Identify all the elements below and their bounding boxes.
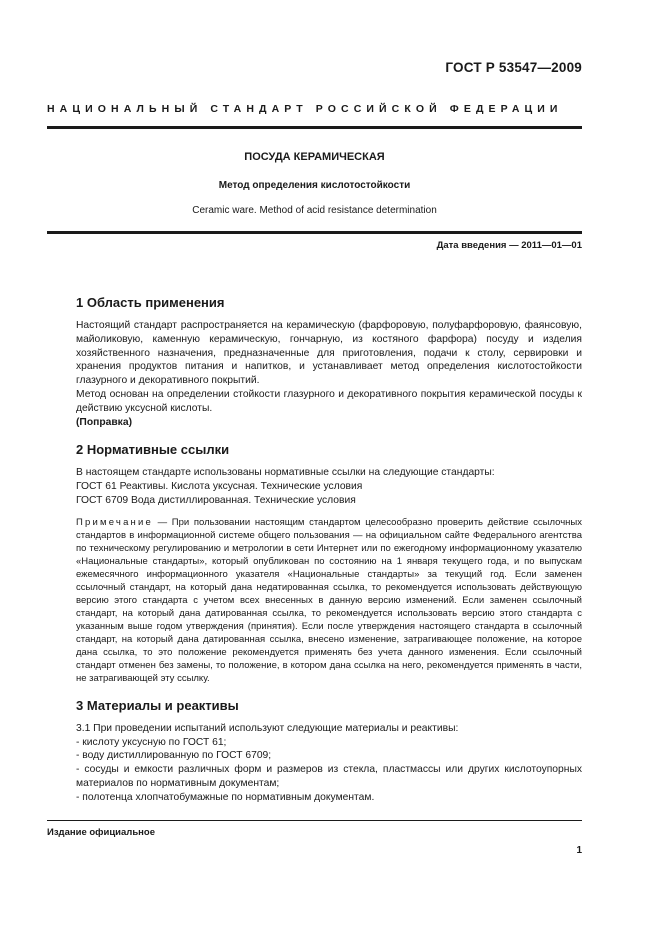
paragraph: Настоящий стандарт распространяется на керамическую (фарфоровую, полуфарфоровую, фаянсовую, майоликовую, каменную керамическую, гончарную, из костяного фарфора) посуду и изделия хозяйственного назначения, предназначенные для приготовления, подачи к столу, сервировки и хранения продуктов питания и напитков, и устанавливает метод определения кислотостойкости глазурного и декоративного покрытий.: [76, 320, 582, 387]
paragraph: В настоящем стандарте использованы нормативные ссылки на следующие стандарты:: [76, 467, 495, 479]
top-divider: [47, 126, 582, 129]
paragraph: 3.1 При проведении испытаний используют следующие материалы и реактивы:: [76, 722, 459, 734]
section-scope: [76, 295, 582, 429]
footer-divider: [47, 820, 582, 821]
section-heading: 1 Область применения: [76, 295, 225, 310]
section-heading: 3 Материалы и реактивы: [76, 697, 239, 713]
introduction-date: Дата введения — 2011—01—01: [436, 240, 582, 251]
note-text: — При пользовании настоящим стандартом целесообразно проверить действие ссылочных стандартов в информационной системе общего пользования — на официальном сайте Федерального агентства по техническому регулированию и метрологии в сети Интернет или по ежегодному информационному указателю «Национальные стандарты», который опубликован по состоянию на 1 января текущего года, и по выпускам ежемесячного информационного указателя «Национальные стандарты» за текущий год. Если заменен ссылочный стандарт, на который дана недатированная ссылка, то рекомендуется использовать действующую версию этого стандарта с учетом всех внесенных в данную версию изменений. Если заменен ссылочный стандарт, на который дана датированная ссылка, то рекомендуется использовать версию этого стандарта с указанным выше годом утверждения (принятия). Если после утверждения настоящего стандарта в ссылочный стандарт, на который дана датированная ссылка, внесено изменение, затрагивающее положение, на которое дана ссылка, то это положение рекомендуется применять без учета данного изменения. Если ссылочный стандарт отменен без замены, то положение, в котором дана ссылка на него, рекомендуется применять в части, не затрагивающей эту ссылку.: [76, 516, 582, 684]
paragraph: Метод основан на определении стойкости глазурного и декоративного покрытия керамической посуды к действию уксусной кислоты.: [76, 388, 582, 414]
list-item: - воду дистиллированную по ГОСТ 6709;: [76, 750, 272, 762]
list-item: - сосуды и емкости различных форм и размеров из стекла, пластмассы или других кислотоупорных материалов по нормативным документам;: [76, 764, 582, 789]
document-number: ГОСТ Р 53547—2009: [445, 60, 582, 75]
reference-item: ГОСТ 61 Реактивы. Кислота уксусная. Технические условия: [76, 481, 363, 493]
reference-item: ГОСТ 6709 Вода дистиллированная. Технические условия: [76, 494, 356, 506]
document-body: [76, 295, 582, 818]
note-label: Примечание: [76, 516, 153, 528]
amendment-note: (Поправка): [76, 416, 132, 428]
edition-label: Издание официальное: [47, 827, 155, 838]
note: [76, 516, 582, 685]
list-item: - кислоту уксусную по ГОСТ 61;: [76, 736, 227, 748]
section-materials: [76, 698, 582, 805]
document-title: ПОСУДА КЕРАМИЧЕСКАЯ: [244, 151, 385, 163]
document-subtitle: Метод определения кислотостойкости: [218, 180, 411, 191]
section-references: [76, 442, 582, 684]
document-title-english: Ceramic ware. Method of acid resistance determination: [192, 205, 437, 216]
page-number: 1: [576, 845, 582, 856]
national-standard-banner: НАЦИОНАЛЬНЫЙ СТАНДАРТ РОССИЙСКОЙ ФЕДЕРАЦИИ: [47, 103, 563, 115]
section-heading: 2 Нормативные ссылки: [76, 442, 230, 458]
list-item: - полотенца хлопчатобумажные по нормативным документам.: [76, 791, 375, 803]
title-divider: [47, 231, 582, 234]
